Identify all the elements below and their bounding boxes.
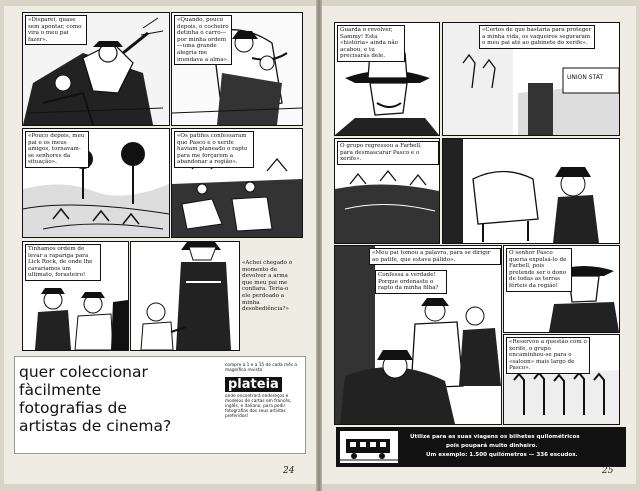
panel-right-6 bbox=[503, 245, 620, 333]
panel-left-2 bbox=[171, 12, 303, 126]
page-number-left: 24 bbox=[283, 466, 295, 476]
magazine-advertisement[interactable] bbox=[14, 356, 306, 454]
rail-ad-line-1: Utilize para as suas viagens os bilhetes quilométricos bbox=[410, 434, 580, 440]
page-number-right: 25 bbox=[602, 466, 614, 476]
caption-left-6: «Achei chegado o momento de devolver a arma que meu pai me confiara. Teria-o ele perdoado a minha desobediência?» bbox=[242, 260, 293, 313]
caption-right-3: O grupo regressou a Farbell, para desmascarar Pasco e o xerife». bbox=[337, 141, 439, 165]
panel-right-5 bbox=[334, 245, 502, 425]
ad-headline-line: artistas de cinema? bbox=[19, 417, 172, 435]
caption-left-3: «Pouco depois, meu pai e os meus amigos, tornavam-se senhores da situação». bbox=[25, 131, 89, 168]
panel-right-7 bbox=[503, 334, 620, 425]
panel-right-4 bbox=[442, 138, 620, 244]
ad-headline-line: fàcilmente bbox=[19, 381, 102, 399]
caption-right-6: «Reservou a questão com o xerife, o grupo encaminhou-se para o «saloon» mais largo de Pasco». bbox=[506, 337, 590, 374]
panel-left-4 bbox=[171, 128, 303, 238]
caption-left-2: «Quando, pouco depois, o cocheiro detinha o carro—por minha ordem—uma grande alegria me inundava a alma». bbox=[174, 15, 232, 65]
panel-left-3 bbox=[22, 128, 170, 238]
union-sign-text: UNION STAT bbox=[567, 74, 604, 81]
horse-and-riders-illustration bbox=[443, 139, 619, 243]
panel-left-6 bbox=[130, 241, 240, 351]
railway-advertisement[interactable] bbox=[336, 427, 626, 467]
caption-left-1: «Disparei, quase sem apontar, como vira o meu pai fazer». bbox=[25, 15, 87, 45]
ad-bottom-text: onde encontrará endereços e modelos de cartas em francês, inglês, e italiano, para pedir fotografias dos seus artistas preferidos! bbox=[225, 394, 292, 419]
father-and-child-illustration bbox=[131, 242, 239, 350]
caption-right-1: Guarda o revólver, Sammy! Esta «história» ainda não acabou, e tu precisarás dele. bbox=[337, 25, 405, 62]
panel-left-5 bbox=[22, 241, 129, 351]
caption-right-5: O senhor Pasco queria expulsá-lo de Farbell, pois pretende ser o dono de todas as terras férteis da região! bbox=[506, 248, 572, 292]
caption-right-4: «Meu pai tomou a palavra, para se dirigir ao patife, que estava pálido». bbox=[369, 248, 501, 265]
rail-ad-line-3: Um exemplo: 1.500 quilómetros — 336 escudos. bbox=[426, 452, 578, 458]
caption-left-5: Tínhamos ordem de levar a rapariga para Lick Rock, de onde lhe cavaríamos um ultimato, forasteiro! bbox=[25, 244, 101, 281]
caption-left-6-wrap bbox=[240, 241, 302, 349]
ad-headline-line: quer coleccionar bbox=[19, 363, 148, 381]
rail-ad-line-2: pois poupará muito dinheiro. bbox=[446, 443, 538, 449]
plateia-logo: plateia bbox=[225, 377, 282, 392]
speech-right-4: Confessa a verdade! Porque ordenaste o rapto da minha filha? bbox=[375, 270, 447, 294]
ad-headline bbox=[19, 363, 219, 435]
caption-right-2: «Certos de que bastaria para proteger a minha vida, os vaqueiros seguraram o meu pai até ao gabinete do xerife». bbox=[479, 25, 595, 49]
panel-right-3 bbox=[334, 138, 440, 244]
ad-headline-line: fotografias de bbox=[19, 399, 127, 417]
train-icon bbox=[340, 431, 398, 463]
caption-left-4: «Os patifes confessaram que Pasco e o xerife haviam planeado o rapto para me forçarem a abandonar a região». bbox=[174, 131, 254, 168]
panel-left-1 bbox=[22, 12, 170, 126]
ad-top-text: compre a 1 e a 15 de cada mês a magnífica revista bbox=[225, 363, 298, 373]
panel-right-2 bbox=[442, 22, 620, 136]
ad-info-box bbox=[225, 363, 301, 443]
panel-right-1 bbox=[334, 22, 440, 136]
